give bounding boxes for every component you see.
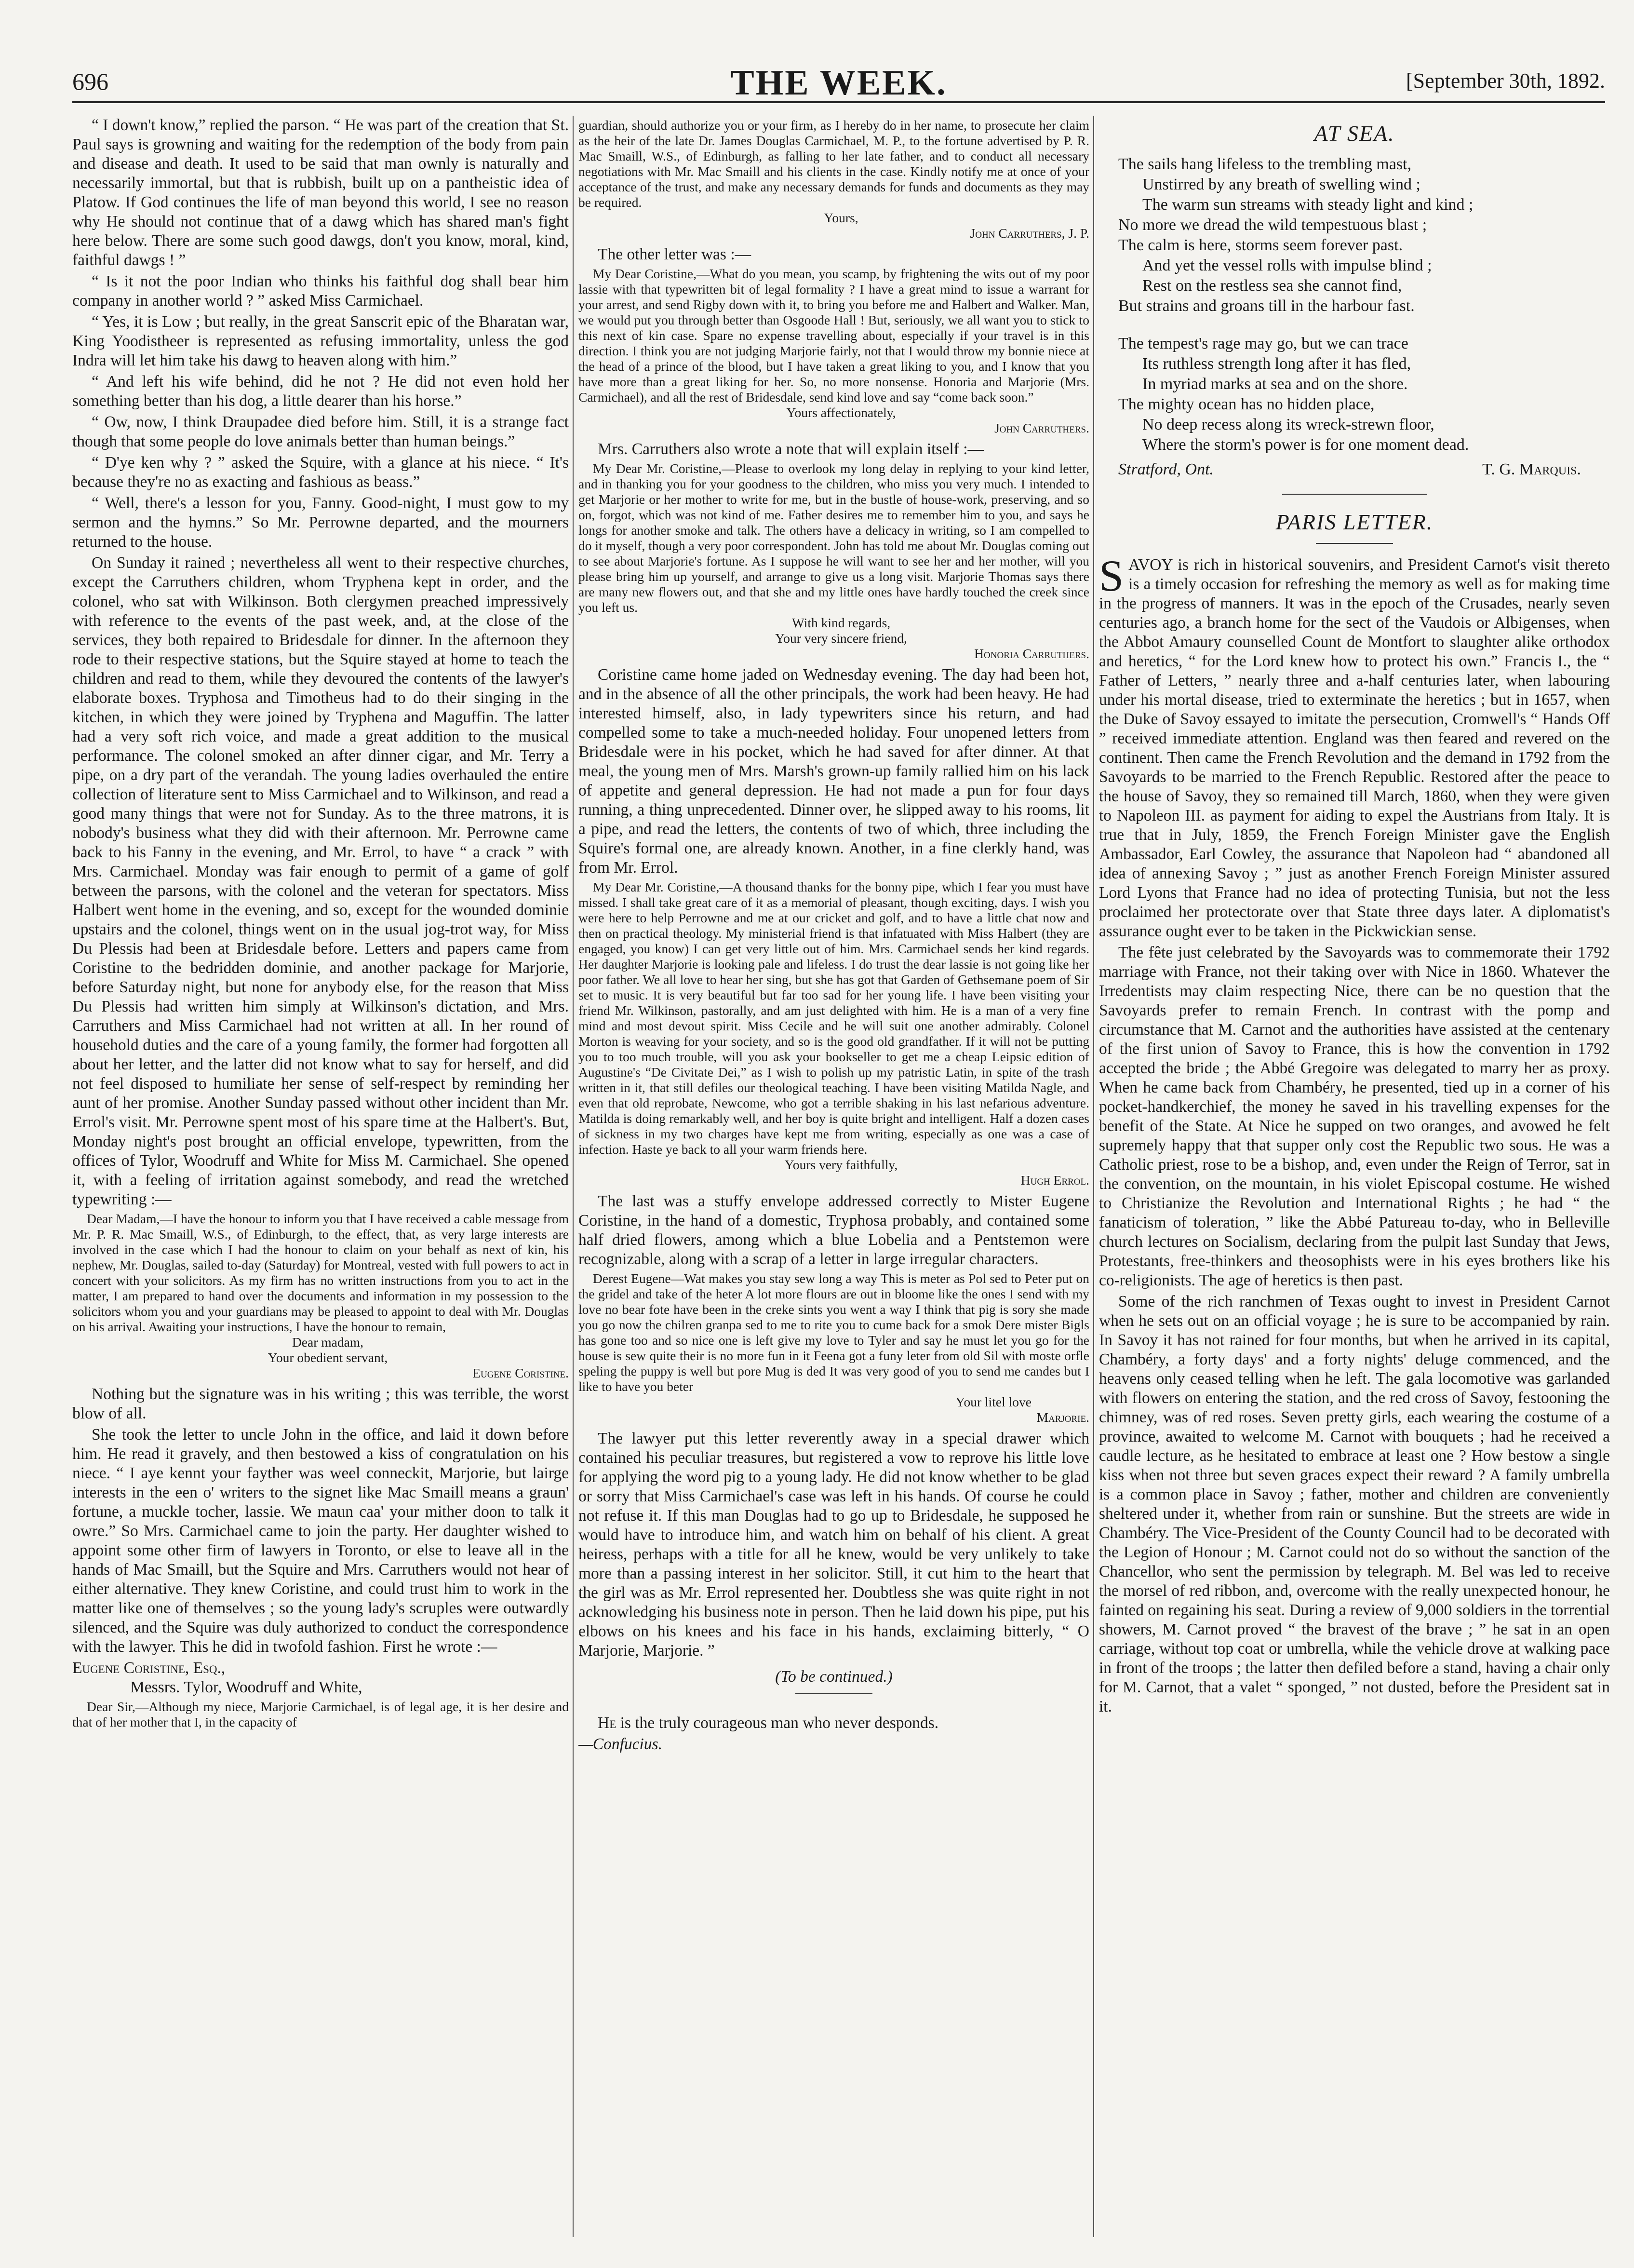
letter-closing: Yours,: [824, 210, 858, 225]
quote-lead: He: [598, 1714, 616, 1732]
letter-signature: John Carruthers.: [994, 420, 1089, 435]
paragraph-text: AVOY is rich in historical souvenirs, and President Carnot's visit thereto is a timely occasion for refreshing the memory as well as for making time in the progress of manners. It was in the epoch of the Crusades, nearly seven centuries ago, a branch home for the sect of the Vaudois or Albigenses, when the Abbot Amaury counselled Count de Montfort to slaughter alike orthodox and heretics, “ for the Lord knew how to protect his own.” Francis I., the “ Father of Letters, ” nearly three and a-half centuries later, when labouring under his mortal disease, tried to exterminate the heretics ; but in 1657, when the Duke of Savoy essayed to imitate the persecution, Cromwell's “ Hands Off ” received immediate attention. England was then feared and revered on the continent. Then came the French Revolution and the demand in 1792 from the Savoyards to be married to the French Republic. Restored after the peace to the house of Savoy, they so remained till March, 1860, when they were given to Napoleon III. as payment for aiding to expel the Austrians from Italy. It is true that in July, 1859, the French Foreign Minister gave the English Ambassador, Earl Cowley, the assurance that Napoleon had “ abandoned all idea of annexing Savoy ; ” just as another French Foreign Minister assured Lord Lyons that France had no idea of protecting Tunisia, but not the less proclaimed her protectorate over that State three days later. A diplomatist's assurance ought ever to be taken in the Pickwickian sense.: [1099, 556, 1610, 940]
poem-line: Rest on the restless sea she cannot find,: [1142, 277, 1402, 295]
paragraph: She took the letter to uncle John in the office, and laid it down before him. He read it gravely, and then bestowed a kiss of congratulation on his niece. “ I aye kennt your fayther was weel conneckit, Marjorie, but lairge interests in the een o' writers to the signet like Mac Smaill means a graun' fortune, a muckle tocher, lassie. We maun caa' your mither doon to talk it owre.” So Mrs. Carmichael came to join the party. Her daughter wished to appoint some other firm of lawyers in Toronto, or else to leave all in the hands of Mac Smaill, but the Squire and Mrs. Carruthers would not hear of either alternative. They knew Coristine, and could trust him to work in the matter like one of themselves ; so the young lady's scruples were outwardly silenced, and the Squire was duly authorized to conduct the correspondence with the lawyer. This he did in twofold fashion. First he wrote :—: [72, 1426, 569, 1656]
paragraph: [1099, 551, 1610, 941]
poem-line: Unstirred by any breath of swelling wind ;: [1142, 176, 1420, 193]
letter-signature: John Carruthers, J. P.: [970, 226, 1089, 241]
paragraph: “ Yes, it is Low ; but really, in the great Sanscrit epic of the Bharatan war, King Yoodistheer is represented as refusing immortality, unless the god Indra will let him take his dawg to heaven along with him.”: [72, 313, 569, 369]
quote-text: is the truly courageous man who never desponds.: [620, 1714, 939, 1732]
poem-line: In myriad marks at sea and on the shore.: [1142, 375, 1408, 393]
page-header: [72, 58, 1605, 103]
letter-address: Messrs. Tylor, Woodruff and White,: [130, 1678, 362, 1696]
section-title: PARIS LETTER.: [1275, 510, 1433, 534]
paragraph: The last was a stuffy envelope addressed correctly to Mister Eugene Coristine, in the hand of a domestic, Tryphosa probably, and contained some half dried flowers, among which a blue Lobelia and a Pentstemon were recognizable, along with a scrap of a letter in large irregular characters.: [578, 1192, 1089, 1268]
letter-body: Dear Sir,—Although my niece, Marjorie Carmichael, is of legal age, it is her desire and that of her mother that I, in the capacity of: [72, 1699, 569, 1729]
column-middle: [578, 116, 1089, 2247]
paragraph: “ Ow, now, I think Draupadee died before him. Still, it is a strange fact though that some people do love animals better than human beings.”: [72, 413, 569, 450]
paragraph: Some of the rich ranchmen of Texas ought to invest in President Carnot when he sets out on an official voyage ; he is sure to be accompanied by rain. In Savoy it has not rained for four months, but when he arrived in its capital, Chambéry, a forty days' and a forty nights' deluge commenced, and the heavens only ceased telling when he left. The gala locomotive was garlanded with flowers on entering the station, and the red cross of Savoy, festooning the chimney, was of red roses. Seven pretty girls, each wearing the costume of a province, awaited to welcome M. Carnot with bouquets ; had he received a caudle lecture, as he hesitated to embrace at least one ? How bestow a single kiss when not three but seven graces expect their reward ? A family umbrella is a common place in Savoy ; father, mother and children are conveniently sheltered under it, whether from rain or sunshine. But the streets are wide in Chambéry. The Vice-President of the County Council had to be decorated with the Legion of Honour ; M. Carnot could not do so without the sanction of the Chancellor, who sent the permission by telegraph. M. Bel was led to receive the morsel of red ribbon, and, overcome with the really unexpected honour, he fainted on regaining his seat. During a review of 9,000 soldiers in the torrential showers, M. Carnot proved “ the bravest of the brave ; ” he sat in an open carriage, without top coat or umbrella, while the vehicle drove at walking pace in front of the troops ; the latter then defiled before a stand, having a chair only for M. Carnot, that a valet “ sponged, ” not dusted, before the President sat in it.: [1099, 1293, 1610, 1715]
poem-place: Stratford, Ont.: [1118, 460, 1214, 478]
letter-address: Eugene Coristine, Esq.,: [72, 1659, 226, 1677]
letter-squire-personal: [578, 266, 1089, 436]
poem-line: The mighty ocean has no hidden place,: [1118, 395, 1375, 413]
letter-closing: Your very sincere friend,: [775, 631, 907, 646]
column-left: [72, 116, 569, 2247]
drop-cap: S: [1099, 551, 1124, 600]
paragraph: Nothing but the signature was in his writing ; this was terrible, the worst blow of all.: [72, 1385, 569, 1422]
letter-closing: Dear madam,: [292, 1335, 364, 1350]
poem-line: The calm is here, storms seem forever past.: [1118, 236, 1403, 254]
letter-body: Derest Eugene—Wat makes you stay sew long a way This is meter as Pol sed to Peter put on the gridel and take of the heter A lot more flours are out in bloome like the ones I send with my love no bear fote have been in the creke sints you went a way I think that pig is sory she made you go now the chilren granpa sed to me to rite you to cume back for a smok Dere mister Bigls has gone too and so nice one is left give my love to Tyler and say he must let you go for the house is sew quite their is no more fun in it Feena got a funy leter from old Sil with moste orfle speling the puppy is well but pore Mug is ded It was very good of you to send me candes but I like to have you beter: [578, 1271, 1089, 1394]
poem-line: The warm sun streams with steady light and kind ;: [1142, 196, 1473, 214]
letter-errol: [578, 879, 1089, 1188]
letter-closing: Yours very faithfully,: [784, 1157, 898, 1172]
poem-line: The sails hang lifeless to the trembling mast,: [1118, 155, 1412, 173]
letter-closing: Your litel love: [955, 1394, 1031, 1409]
to-be-continued: (To be continued.): [775, 1668, 893, 1686]
column-rule: [573, 116, 574, 2237]
paragraph: On Sunday it rained ; nevertheless all went to their respective churches, except the Carruthers children, whom Tryphena kept in order, and the colonel, who sat with Wilkinson. Both clergymen preached impressively with reference to the events of the past week, and, at the close of the services, they both repaired to Bridesdale for dinner. In the afternoon they rode to their respective stations, but the Squire stayed at home to teach the children and read to them, while they devoured the contents of the lawyer's elaborate boxes. Tryphosa and Timotheus had to do their singing in the kitchen, in which they were joined by Tryphena and Maguffin. The latter had a very soft rich voice, and made a great addition to the musical performance. The colonel smoked an after dinner cigar, and Mr. Terry a pipe, on a dry part of the verandah. The young ladies overhauled the entire collection of literature sent to Miss Carmichael and to Wilkinson, and read a good many things that were not for Sunday. As to the three matrons, it is nobody's business what they did with their afternoon. Mr. Perrowne came back to his Fanny in the evening, and Mr. Errol, to have “ a crack ” with Mrs. Carmichael. Monday was fair enough to permit of a game of golf between the parsons, with the colonel and the veteran for spectators. Miss Halbert went home in the evening, and so, except for the wounded dominie upstairs and the colonel, things went on in the usual jog-trot way, for Miss Du Plessis had been at Bridesdale before. Letters and papers came from Coristine to the bedridden dominie, and another package for Marjorie, before Saturday night, but none for anybody else, for the reason that Miss Du Plessis had written him simply at Wilkinson's dictation, and Mrs. Carruthers and Miss Carmichael had not written at all. In her round of household duties and the care of a young family, the former had forgotten all about her letter, and the latter did not know what to say for herself, and did not feel disposed to humiliate her sense of self-respect by reminding her aunt of her promise. Another Sunday passed without other incident than Mr. Errol's visit. Mr. Perrowne spent most of his spare time at the Halbert's. But, Monday night's post brought an official envelope, typewritten, from the offices of Tylor, Woodruff and White for Miss M. Carmichael. She opened it, with a feeling of irritation against somebody, and read the wretched typewriting :—: [72, 554, 569, 1208]
poem-author: T. G. Marquis.: [1482, 460, 1581, 478]
section-rule: [1282, 494, 1427, 495]
poem-line: No deep recess along its wreck-strewn floor,: [1142, 416, 1434, 433]
issue-date: [September 30th, 1892.: [1406, 69, 1605, 93]
letter-body: My Dear Coristine,—What do you mean, you scamp, by frightening the wits out of my poor lassie with that typewritten bit of legal formality ? I have a great mind to issue a warrant for your arrest, and send Rigby down with it, to bring you before me and Halbert and Walker. Man, we would put you through better than Osgoode Hall ! But, seriously, we all want you to stick to this next of kin case. Spare no expense travelling about, especially if your travel is in this direction. I think you are not judging Marjorie fairly, not that I would throw my bonnie niece at the head of a prince of the blood, but I have taken a great liking to you, and I know that you have more than a great liking for her. So, no more nonsense. Honoria and Marjorie (Mrs. Carmichael), and all the rest of Bridesdale, send kind love and say “come back soon.”: [578, 266, 1089, 405]
paragraph: “ I down't know,” replied the parson. “ He was part of the creation that St. Paul says is growning and waiting for the redemption of the body from pain and disease and death. It used to be said that man ownly is naturally and necessarily immortal, but that is rubbish, built up on a pantheistic idea of Platow. If God continues the life of man beyond this world, I see no reason why He should not continue that of a dawg which has shared man's fight here below. There are some such good dawgs, don't you know, moral, kind, faithful dawgs ! ”: [72, 116, 569, 269]
letter-signature: Hugh Errol.: [1020, 1173, 1089, 1188]
letter-signature: Honoria Carruthers.: [974, 646, 1089, 661]
paragraph: The lawyer put this letter reverently away in a special drawer which contained his peculiar treasures, but registered a vow to reprove his little love for applying the word pig to a young lady. He did not know whether to be glad or sorry that Miss Carmichael's case was left in his hands. Of course he could not refuse it. If this man Douglas had to go up to Bridesdale, he supposed he would have to introduce him, and watch him on behalf of his client. A great heiress, perhaps with a title for all he knew, would be very unlikely to take more than a passing interest in her solicitor. Still, it cut him to the heart that the girl was as Mr. Errol represented her. Doubtless she was quite right in not acknowledging his business note in person. Then he laid down his pipe, put his elbows on his knees and his face in his hands, exclaiming bitterly, “ O Marjorie, Marjorie. ”: [578, 1430, 1089, 1660]
column-right: [1099, 116, 1610, 2247]
letter-body: My Dear Mr. Coristine,—Please to overlook my long delay in replying to your kind letter, and in thanking you for your goodness to the children, who miss you very much. I intended to get Marjorie or her mother to write for me, but in the bustle of house-work, preserving, and so on, forgot, which was not kind of me. Father desires me to remember him to you, and says he longs for another smoke and talk. The others have a delicacy in writing, so I am compelled to do it myself, though a very poor correspondent. John has told me about Mr. Douglas coming out to see about Marjorie's fortune. As I suppose he will want to see her and her mother, will you please bring him up yourself, and arrange to give us a long visit. Marjorie Thomas says there are many new flowers out, and that she and my little ones have hardly touched the creek since you left us.: [578, 461, 1089, 615]
poem-line: Its ruthless strength long after it has fled,: [1142, 355, 1411, 373]
page-number: 696: [72, 68, 108, 95]
paragraph: “ And left his wife behind, did he not ? He did not even hold her something better than his dog, a little dearer than his horse.”: [72, 373, 569, 410]
letter-closing: Yours affectionately,: [786, 405, 896, 420]
stanza-gap: [1118, 316, 1610, 334]
paragraph: The other letter was :—: [598, 245, 751, 263]
paragraph: Mrs. Carruthers also wrote a note that will explain itself :—: [598, 440, 984, 458]
letter-body: Dear Madam,—I have the honour to inform you that I have received a cable message from Mr. P. R. Mac Smaill, W.S., of Edinburgh, to the effect, that, as very large interests are involved in the case which I had the honour to claim on your behalf as next of kin, his nephew, Mr. Douglas, sailed to-day (Saturday) for Montreal, vested with full powers to act in concert with your solicitors. As my firm has no written instructions from you to act in the matter, I am prepared to hand over the documents and information in my possession to the solicitors whom you and your guardians may be pleased to appoint to deal with Mr. Douglas on his arrival. Awaiting your instructions, I have the honour to remain,: [72, 1211, 569, 1334]
letter-squire-formal-cont: [578, 118, 1089, 241]
poem-line: The tempest's rage may go, but we can trace: [1118, 335, 1408, 352]
paragraph: The fête just celebrated by the Savoyards was to commemorate their 1792 marriage with France, not their taking over with Nice in 1860. Whatever the Irredentists may claim respecting Nice, there can be no question that the Savoyards prefer to remain French. In contrast with the pomp and circumstance that M. Carnot and the authorities have assisted at the centenary of the first union of Savoy to France, this is how the convention in 1792 accepted the bride ; the Abbé Gregoire was delegated to marry her as proxy. When he came back from Chambéry, he presented, tied up in a corner of his pocket-handkerchief, the money he saved in his travelling expenses for the benefit of the State. At Nice he supped on two oranges, and avowed he felt supremely happy that that supper only cost the Republic two sous. He was a Catholic priest, rose to be a bishop, and, even under the Reign of Terror, sat in the convention, on the mountain, in his violet Episcopal costume. He wished to Christianize the Revolution and International Rights ; he had “ the fanaticism of toleration, ” like the Abbé Patureau to-day, who in Belleville church lectures on Socialism, declaring from the pulpit last Sunday that Jews, Protestants, free-thinkers and theosophists were in his eyes brothers like his co-religionists. The age of heretics is then past.: [1099, 944, 1610, 1289]
masthead-title: THE WEEK.: [730, 63, 947, 103]
letter-closing: Your obedient servant,: [268, 1350, 388, 1365]
letter-squire-formal: [72, 1699, 569, 1730]
column-rule: [1093, 116, 1094, 2237]
poem: [1099, 154, 1610, 455]
poem-line: No more we dread the wild tempestuous blast ;: [1118, 216, 1427, 234]
letter-tylor: [72, 1211, 569, 1381]
paragraph: “ Well, there's a lesson for you, Fanny. Good-night, I must gow to my sermon and the hymns.” So Mr. Perrowne departed, and the mourners returned to the house.: [72, 494, 569, 551]
quote: [578, 1714, 1089, 1733]
paragraph: “ D'ye ken why ? ” asked the Squire, with a glance at his niece. “ It's because they're no as exacting and fashious as beass.”: [72, 454, 569, 491]
paragraph: Coristine came home jaded on Wednesday evening. The day had been hot, and in the absence of all the other principals, the work had been heavy. He had interested himself, also, in lady typewriters since his return, and had compelled some to take a much-needed holiday. Four unopened letters from Bridesdale were in his pocket, which he had saved for after dinner. At that meal, the young men of Mrs. Marsh's grown-up family rallied him on his lack of appetite and general depression. He had not made a pun for four days running, a thing unprecedented. Dinner over, he slipped away to his rooms, lit a pipe, and read the letters, the contents of two of which, three including the Squire's formal one, are already known. Another, in a fine clerkly hand, was from Mr. Errol.: [578, 666, 1089, 877]
poem-line: But strains and groans till in the harbour fast.: [1118, 297, 1415, 315]
section-rule: [795, 1693, 872, 1694]
paragraph: “ Is it not the poor Indian who thinks his faithful dog shall bear him company in another world ? ” asked Miss Carmichael.: [72, 272, 569, 310]
letter-marjorie: [578, 1271, 1089, 1425]
poem-byline: [1099, 455, 1610, 479]
letter-honoria: [578, 461, 1089, 662]
poem-line: Where the storm's power is for one moment dead.: [1142, 436, 1469, 454]
letter-signature: Eugene Coristine.: [472, 1365, 569, 1380]
letter-signature: Marjorie.: [1036, 1410, 1089, 1425]
poem-line: And yet the vessel rolls with impulse blind ;: [1142, 256, 1432, 274]
letter-body: guardian, should authorize you or your firm, as I hereby do in her name, to prosecute her claim as the heir of the late Dr. James Douglas Carmichael, M. P., to the fortune advertised by P. R. Mac Smaill, W.S., of Edinburgh, as falling to her late father, and to conduct all necessary negotiations with Mr. Mac Smaill and his clients in the case. Kindly notify me at once of your acceptance of the trust, and make any necessary demands for funds and documents as they may be required.: [578, 118, 1089, 210]
section-rule: [1316, 543, 1393, 544]
letter-closing: With kind regards,: [791, 615, 891, 630]
poem-title: AT SEA.: [1314, 121, 1395, 146]
letter-body: My Dear Mr. Coristine,—A thousand thanks for the bonny pipe, which I fear you must have missed. I shall take great care of it as a memorial of pleasant, though exciting, days. I wish you were here to help Perrowne and me at our cricket and golf, and to have a little chat now and then on practical theology. My ministerial friend is that infatuated with Miss Halbert (they are engaged, you know) I can get very little out of him. Mrs. Carmichael sends her kind regards. Her daughter Marjorie is looking pale and lifeless. I do trust the dear lassie is not going like her poor father. We all love to hear her sing, but she has got that Garden of Gethsemane poem of Sir set to music. It is very beautiful but far too sad for her young life. I have been visiting your friend Mr. Wilkinson, pastorally, and am just delighted with him. He is a man of a very fine mind and most devout spirit. Miss Cecile and he will suit one another admirably. Colonel Morton is weaving for your society, and so is the good old grandfather. If it will not be putting you to too much trouble, will you ask your bookseller to get me a cheap Leipsic edition of Augustine's “De Civitate Dei,” as I wish to polish up my patristic Latin, in spite of the trash written in it, that still defiles our theological teaching. I have been visiting Matilda Nagle, and even that old reprobate, Newcome, who got a terrible shaking in his last nefarious adventure. Matilda is doing remarkably well, and her boy is quite bright and intelligent. Half a dozen cases of sickness in my two charges have kept me from writing, especially as one was a case of infection. Haste ye back to all your warm friends here.: [578, 879, 1089, 1157]
quote-attribution: —Confucius.: [578, 1735, 663, 1753]
